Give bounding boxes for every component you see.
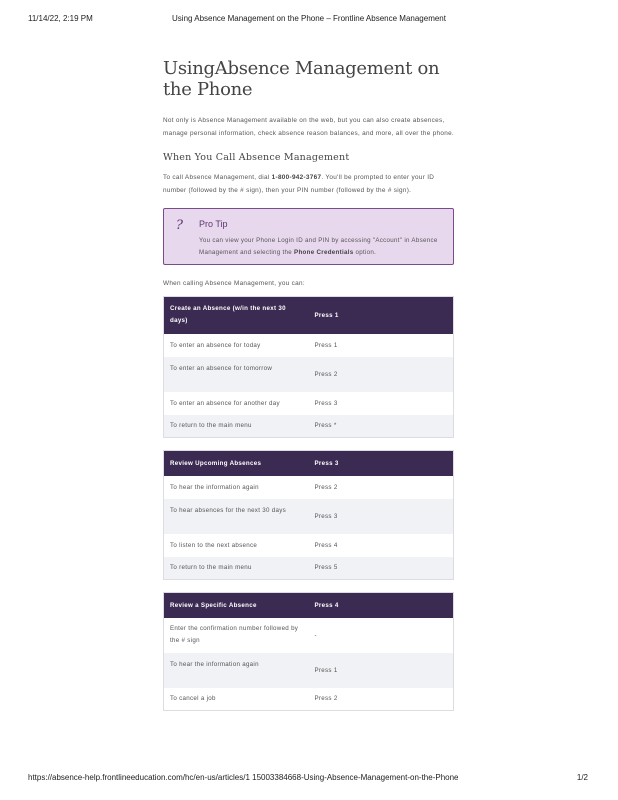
article-intro: Not only is Absence Management available on the web, but you can also create absences, manage personal information, check absence reason balances, and more, all over the phone. xyxy=(163,117,455,137)
article xyxy=(163,58,454,711)
call-text-end: . You'll be prompted to enter your ID number (followed by the # sign), then your PIN number (followed by the # sign). xyxy=(163,174,435,194)
table-header-label: Review Upcoming Absences xyxy=(164,451,309,476)
row-label: To listen to the next absence xyxy=(170,541,258,549)
table-row xyxy=(164,534,454,557)
call-text-start: To call Absence Management, dial xyxy=(163,174,272,181)
row-press: Press 2 xyxy=(309,357,454,392)
table-row xyxy=(164,557,454,580)
row-label: To hear absences for the next 30 days xyxy=(164,499,309,534)
review-upcoming-table xyxy=(163,450,454,580)
row-press: Press 3 xyxy=(314,399,338,407)
row-label: To cancel a job xyxy=(170,695,216,703)
row-press: Press 4 xyxy=(314,541,338,549)
pro-tip-title: Pro Tip xyxy=(199,219,228,229)
pro-tip-bold: Phone Credentials xyxy=(294,249,354,256)
table-row xyxy=(164,499,454,534)
print-timestamp: 11/14/22, 2:19 PM xyxy=(28,14,93,23)
article-title: UsingAbsence Management on the Phone xyxy=(163,58,440,100)
table-header-press: Press 3 xyxy=(309,451,454,476)
table-row xyxy=(164,357,454,392)
tables-lead: When calling Absence Management, you can: xyxy=(163,280,305,287)
table-row xyxy=(164,688,454,711)
row-label: To return to the main menu xyxy=(164,557,309,580)
row-label: Enter the confirmation number followed by the # sign xyxy=(170,624,299,644)
row-press: - xyxy=(314,631,317,639)
print-url: https://absence-help.frontlineeducation.com/hc/en-us/articles/1 15003384668-Using-Absence-Management-on-the-Phone xyxy=(28,773,459,782)
print-page-number: 1/2 xyxy=(576,773,588,782)
table-row xyxy=(164,392,454,415)
row-press: Press 2 xyxy=(314,695,338,703)
review-specific-table xyxy=(163,592,454,711)
row-label: To return to the main menu xyxy=(164,415,309,438)
table-header-row xyxy=(164,593,454,618)
pro-tip-text xyxy=(199,235,449,259)
table-header-press: Press 4 xyxy=(309,593,454,618)
print-page-title: Using Absence Management on the Phone – Frontline Absence Management xyxy=(172,14,446,23)
create-absence-table xyxy=(163,296,454,438)
row-label: To enter an absence for tomorrow xyxy=(164,357,309,392)
pro-tip-text-end: option. xyxy=(353,249,377,256)
question-mark-icon: ? xyxy=(176,218,183,233)
call-instructions xyxy=(163,171,454,197)
table-header-row xyxy=(164,297,454,334)
row-press: Press 3 xyxy=(309,499,454,534)
table-header-label: Create an Absence (w/in the next 30 days) xyxy=(164,297,309,334)
row-label: To enter an absence for today xyxy=(170,341,261,349)
section-heading: When You Call Absence Management xyxy=(163,152,350,163)
row-press: Press 1 xyxy=(309,653,454,688)
table-row xyxy=(164,476,454,499)
table-row xyxy=(164,618,454,653)
table-header-label: Review a Specific Absence xyxy=(164,593,309,618)
table-row xyxy=(164,653,454,688)
row-press: Press 5 xyxy=(309,557,454,580)
table-row xyxy=(164,334,454,357)
table-row xyxy=(164,415,454,438)
row-press: Press 2 xyxy=(314,483,338,491)
pro-tip-text-start: You can view your Phone Login ID and PIN by accessing "Account" in Absence Management and selecting the xyxy=(199,237,438,256)
row-label: To hear the information again xyxy=(164,653,309,688)
print-footer xyxy=(0,773,618,785)
table-header-row xyxy=(164,451,454,476)
table-header-press: Press 1 xyxy=(309,297,454,334)
row-press: Press * xyxy=(309,415,454,438)
phone-number: 1-800-942-3767 xyxy=(271,174,322,181)
row-label: To hear the information again xyxy=(170,483,259,491)
row-press: Press 1 xyxy=(314,341,338,349)
row-label: To enter an absence for another day xyxy=(170,399,280,407)
pro-tip-callout xyxy=(163,208,454,265)
print-header xyxy=(0,14,618,26)
